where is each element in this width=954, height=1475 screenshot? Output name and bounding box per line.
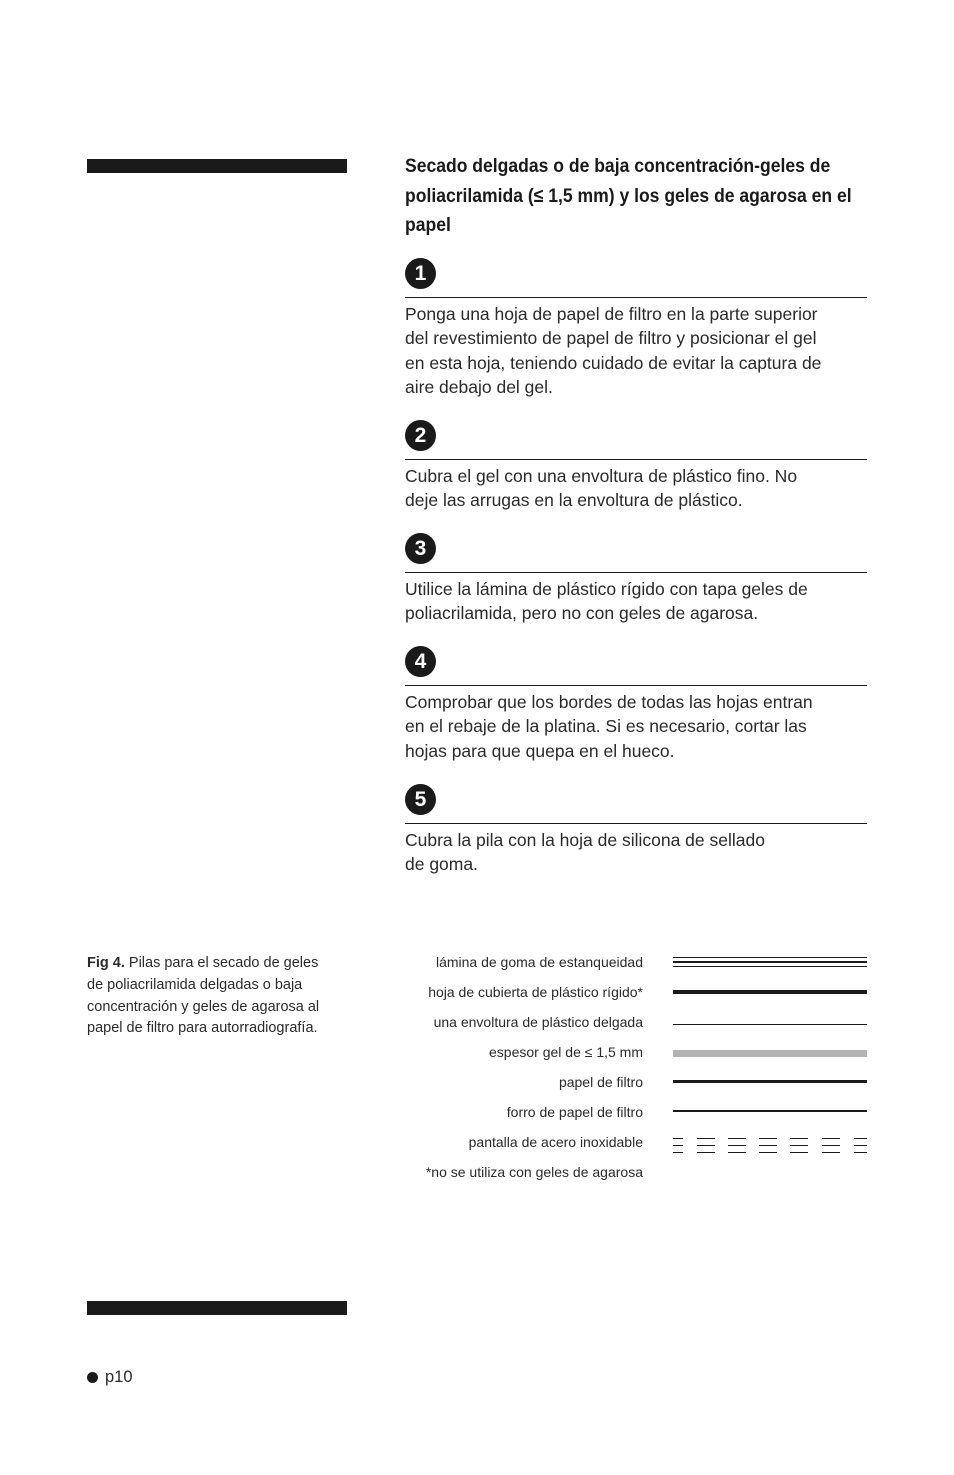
section-heading: Secado delgadas o de baja concentración-geles de poliacrilamida (≤ 1,5 mm) y los geles de agarosa en el papel	[405, 155, 852, 236]
swatch-sealing-rubber	[673, 957, 867, 967]
legend-label-gel-thickness: espesor gel de ≤ 1,5 mm	[489, 1044, 643, 1060]
step-4-text: Comprobar que los bordes de todas las hojas entran en el rebaje de la platina. Si es necesario, cortar las hojas para que quepa en el hueco.	[405, 692, 813, 761]
swatch-filter-paper	[673, 1080, 867, 1083]
step-3-divider	[405, 572, 867, 573]
step-2-divider	[405, 459, 867, 460]
step-1-text: Ponga una hoja de papel de filtro en la parte superior del revestimiento de papel de filtro y posicionar el gel en esta hoja, teniendo cuidado de evitar la captura de aire debajo del gel.	[405, 304, 822, 397]
swatch-rigid-plastic-sheet	[673, 990, 867, 994]
top-section-bar	[87, 159, 347, 173]
step-3	[405, 533, 867, 626]
legend-footnote: *no se utiliza con geles de agarosa	[425, 1164, 643, 1180]
step-1	[405, 258, 867, 399]
swatch-filter-paper-liner	[673, 1110, 867, 1112]
step-4-divider	[405, 685, 867, 686]
bottom-section-bar	[87, 1301, 347, 1315]
step-3-text: Utilice la lámina de plástico rígido con tapa geles de poliacrilamida, pero no con geles de agarosa.	[405, 579, 808, 624]
legend-label-rigid-plastic-sheet: hoja de cubierta de plástico rígido*	[428, 984, 643, 1000]
page-footer	[87, 1368, 133, 1387]
legend-label-steel-screen: pantalla de acero inoxidable	[468, 1134, 643, 1150]
step-1-divider	[405, 297, 867, 298]
legend-label-sealing-rubber: lámina de goma de estanqueidad	[435, 954, 643, 970]
step-2-text: Cubra el gel con una envoltura de plástico fino. No deje las arrugas en la envoltura de plástico.	[405, 466, 798, 511]
step-2	[405, 420, 867, 513]
figure-caption-text: Pilas para el secado de geles de poliacrilamida delgadas o baja concentración y geles de agarosa al papel de filtro para autorradiografía.	[87, 955, 320, 1037]
legend-label-filter-paper-liner: forro de papel de filtro	[506, 1104, 643, 1120]
bullet-icon	[87, 1372, 98, 1383]
step-2-number-icon: 2	[405, 420, 436, 451]
step-3-number-icon: 3	[405, 533, 436, 564]
step-5-number-icon: 5	[405, 784, 436, 815]
step-4-number-icon: 4	[405, 646, 436, 677]
swatch-steel-screen	[673, 1137, 867, 1154]
figure-caption	[87, 953, 337, 1040]
swatch-plastic-wrap	[673, 1024, 867, 1025]
swatch-gel	[673, 1050, 867, 1057]
legend-label-filter-paper: papel de filtro	[558, 1074, 643, 1090]
step-1-number-icon: 1	[405, 258, 436, 289]
legend-label-plastic-wrap: una envoltura de plástico delgada	[433, 1014, 643, 1030]
figure-caption-label: Fig 4.	[87, 955, 125, 971]
step-5	[405, 784, 867, 877]
step-5-text: Cubra la pila con la hoja de silicona de sellado de goma.	[405, 830, 765, 875]
page-number: p10	[105, 1368, 133, 1386]
step-4	[405, 646, 867, 763]
step-5-divider	[405, 823, 867, 824]
